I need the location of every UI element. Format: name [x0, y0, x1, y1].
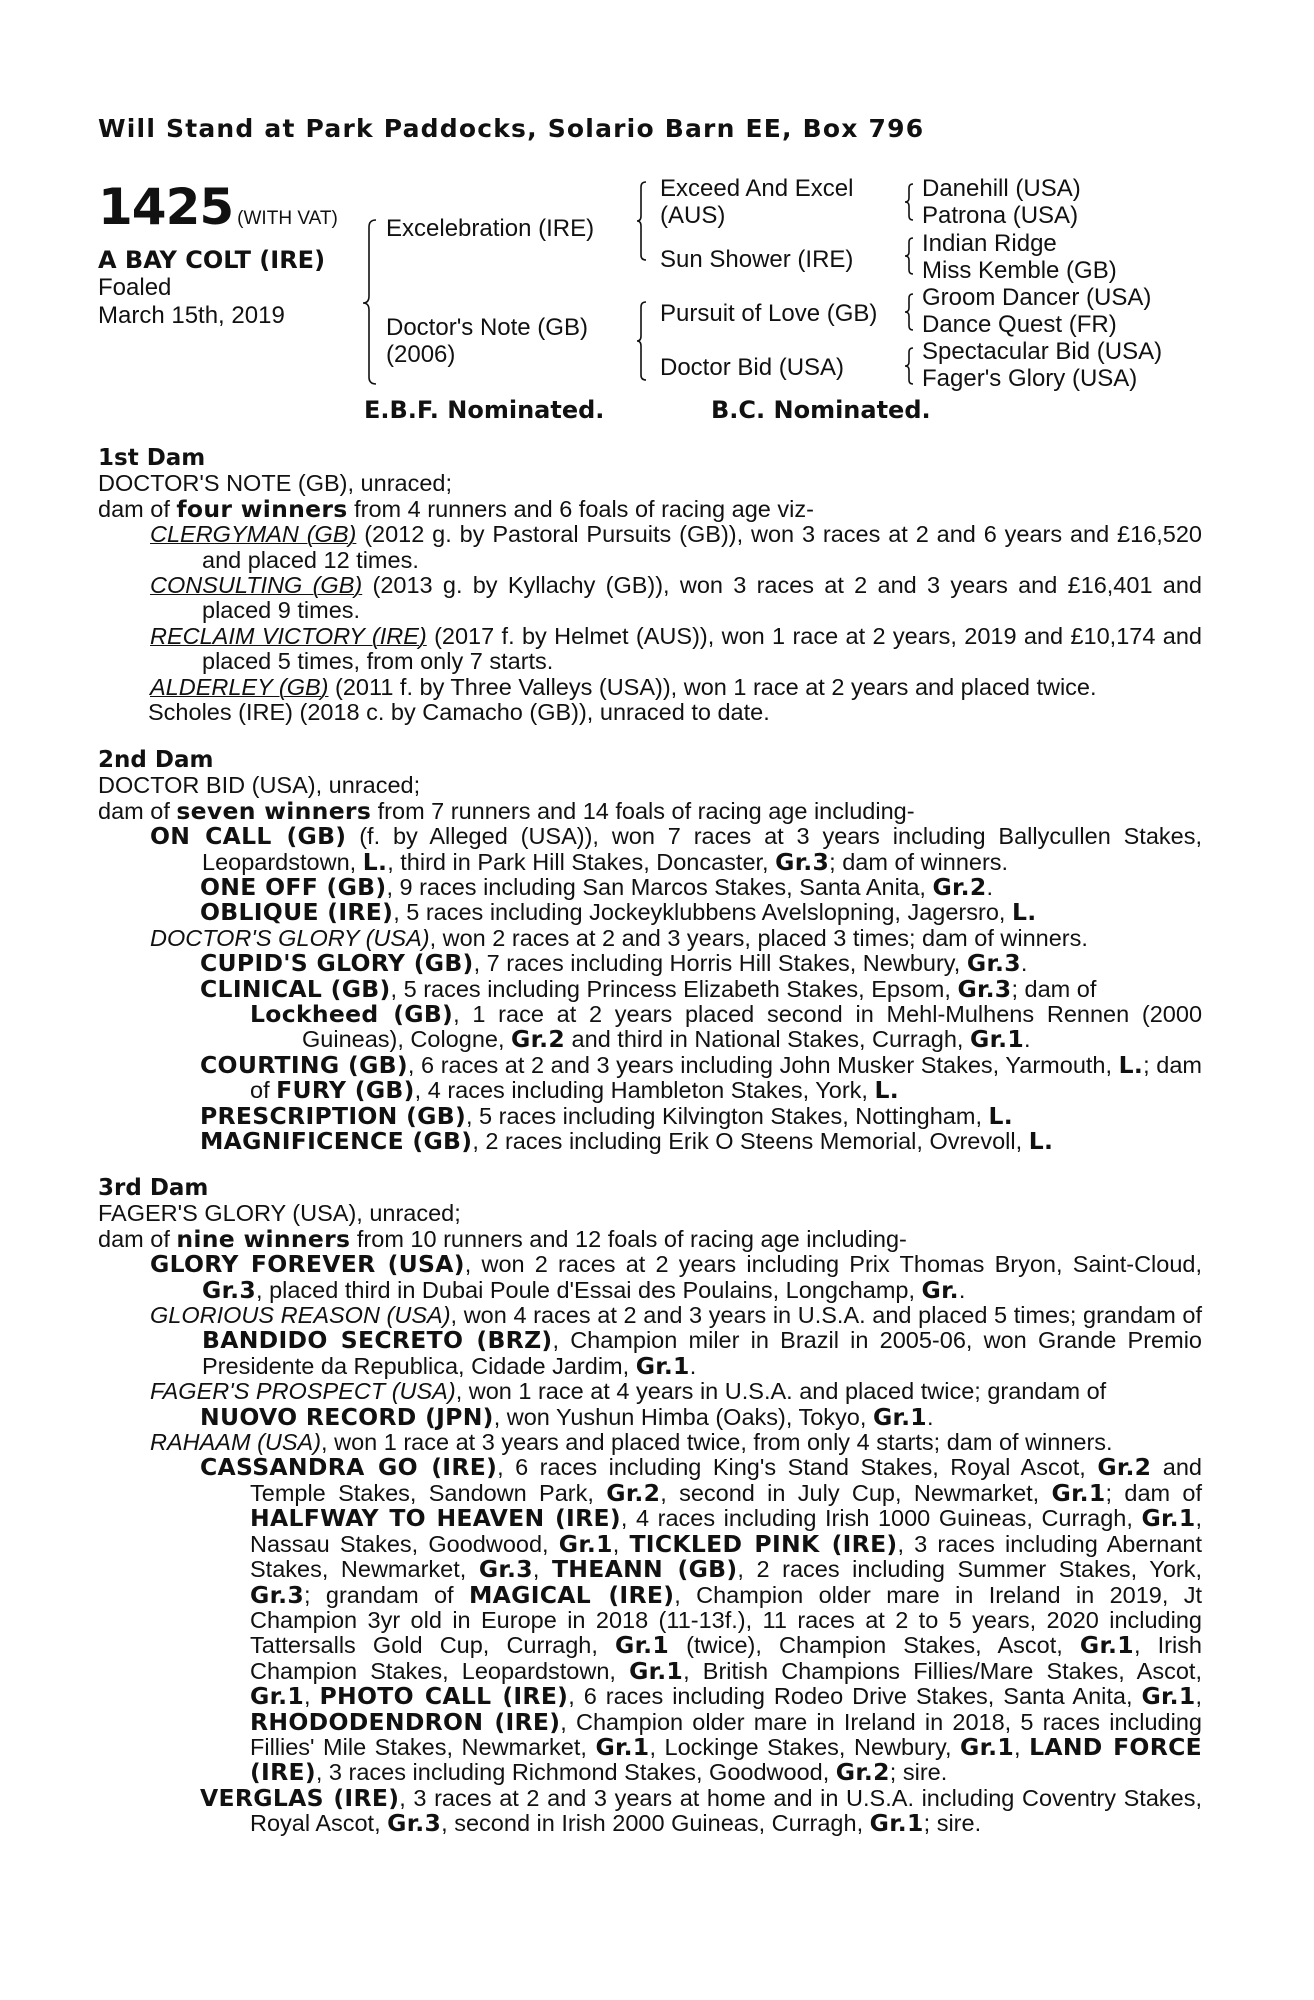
pedigree-sd: Sun Shower (IRE): [660, 246, 854, 273]
race-record-text: , 2 races including Erik O Steens Memorial, Ovrevoll,: [472, 1128, 1029, 1155]
horse-name-text: LAND FORCE (IRE): [250, 1732, 1202, 1787]
third-dam-summary: [98, 1224, 1202, 1253]
race-record-text: , 4 races including Hambleton Stakes, York,: [414, 1077, 875, 1104]
horse-name-text: PHOTO CALL (IRE): [319, 1682, 569, 1711]
horse-name-text: MAGNIFICENCE (GB): [200, 1127, 473, 1156]
race-record-text: dam of: [98, 1225, 177, 1252]
race-record-text: (2017 f. by Helmet (AUS)), won 1 race at 2 years, 2019 and £10,174 and placed 5 times, from only 7 starts.: [202, 622, 1202, 675]
horse-name-text: CONSULTING (GB): [150, 572, 363, 599]
race-record-text: , British Champions Fillies/Mare Stakes, Ascot,: [683, 1657, 1202, 1684]
pedigree-bracket-main: [362, 218, 382, 388]
progeny-entry: [98, 1379, 1202, 1404]
pedigree-bracket-sire: [636, 180, 650, 264]
race-record-text: , 3 races including Richmond Stakes, Goodwood,: [315, 1759, 836, 1786]
pedigree-sire: Excelebration (IRE): [386, 215, 595, 242]
horse-name-text: CLERGYMAN (GB): [150, 521, 357, 548]
race-record-text: (f. by Alleged (USA)), won 7 races at 3 years including Ballycullen Stakes, Leopardstown,: [202, 823, 1202, 875]
progeny-entry: [98, 1783, 1202, 1838]
pedigree-bracket-ds: [904, 292, 916, 334]
progeny-entry: [98, 1430, 1202, 1455]
pedigree-ss-line1: Exceed And Excel: [660, 175, 854, 202]
progeny-entry: [98, 675, 1202, 700]
horse-name-text: RECLAIM VICTORY (IRE): [150, 622, 427, 649]
horse-name-text: Gr.1: [1051, 1478, 1106, 1507]
horse-name-text: THEANN (GB): [551, 1555, 738, 1584]
vat-note: (WITH VAT): [237, 208, 338, 229]
horse-name-text: NUOVO RECORD (JPN): [200, 1402, 494, 1431]
progeny-entry: [98, 1303, 1202, 1379]
race-record-text: , Irish Champion Stakes, Leopardstown,: [250, 1632, 1202, 1684]
pedigree-dam-line1: Doctor's Note (GB): [386, 314, 588, 341]
race-record-text: , 3 races including Abernant Stakes, Newmarket,: [250, 1530, 1203, 1583]
horse-name-text: Gr.3: [966, 949, 1021, 978]
horse-name-text: ONE OFF (GB): [200, 873, 387, 902]
horse-name-text: VERGLAS (IRE): [200, 1783, 400, 1812]
race-record-text: , won 1 race at 3 years and placed twice, from only 4 starts; dam of winners.: [321, 1429, 1113, 1456]
race-record-text: from 10 runners and 12 foals of racing age including-: [350, 1225, 907, 1252]
horse-name-text: Gr.1: [969, 1025, 1024, 1054]
second-dam-heading: 2nd Dam: [98, 747, 214, 773]
race-record-text: , 6 races including Rodeo Drive Stakes, Santa Anita,: [568, 1683, 1142, 1710]
race-record-text: , 5 races including Kilvington Stakes, Nottingham,: [466, 1102, 989, 1129]
progeny-entry: [98, 1402, 1202, 1431]
race-record-text: , won 2 races at 2 and 3 years, placed 3 times; dam of winners.: [429, 924, 1088, 951]
race-record-text: , 6 races at 2 and 3 years including John Musker Stakes, Yarmouth,: [407, 1051, 1119, 1078]
race-record-text: .: [926, 1403, 934, 1430]
horse-name-text: Gr.1: [1141, 1504, 1196, 1533]
horse-name-text: BANDIDO SECRETO (BRZ): [202, 1326, 553, 1355]
race-record-text: , third in Park Hill Stakes, Doncaster,: [387, 848, 776, 875]
race-record-text: from 7 runners and 14 foals of racing age including-: [371, 797, 915, 824]
horse-name-text: CLINICAL (GB): [200, 974, 391, 1003]
race-record-text: , Champion miler in Brazil in 2005-06, won Grande Premio Presidente da Republica, Cidade Jardim,: [202, 1327, 1202, 1379]
pedigree-ds: Pursuit of Love (GB): [660, 300, 878, 327]
race-record-text: (twice), Champion Stakes, Ascot,: [669, 1632, 1080, 1659]
pedigree-sdd: Miss Kemble (GB): [922, 257, 1117, 284]
race-record-text: , 5 races including Jockeyklubbens Avelslopning, Jagersro,: [393, 899, 1012, 926]
horse-name-text: Gr.3: [775, 847, 830, 876]
race-record-text: ,: [612, 1530, 630, 1557]
race-record-text: and Temple Stakes, Sandown Park,: [250, 1454, 1203, 1506]
third-dam-name: FAGER'S GLORY (USA), unraced;: [98, 1200, 461, 1227]
race-record-text: , 4 races including Irish 1000 Guineas, Curragh,: [620, 1505, 1142, 1532]
horse-name-text: Gr.1: [615, 1631, 670, 1660]
race-record-text: , Champion older mare in Ireland in 2018, 5 races including Fillies' Mile Stakes, Newmarket,: [250, 1708, 1202, 1760]
horse-name-text: Gr.3: [957, 974, 1012, 1003]
horse-name-text: Gr.2: [835, 1758, 890, 1787]
race-record-text: ; grandam of: [304, 1581, 469, 1608]
horse-name-text: Gr.1: [250, 1682, 305, 1711]
pedigree-ddd: Fager's Glory (USA): [922, 365, 1138, 392]
horse-name-text: nine winners: [176, 1224, 351, 1253]
horse-name-text: L.: [362, 847, 388, 876]
race-record-text: , placed third in Dubai Poule d'Essai des Poulains, Longchamp,: [256, 1276, 922, 1303]
race-record-text: , Champion older mare in Ireland in 2019, Jt Champion 3yr old in Europe in 2018 (11-13f.), 11 races at 2 to 5 years, 2020 including Tattersalls Gold Cup, Curragh,: [250, 1581, 1203, 1659]
race-record-text: ; dam of: [250, 1051, 1202, 1104]
foaled-label: Foaled: [98, 274, 172, 301]
horse-name-text: Gr.1: [960, 1732, 1015, 1761]
horse-name-text: seven winners: [176, 796, 372, 825]
race-record-text: ; sire.: [923, 1810, 982, 1837]
horse-name-text: Gr.1: [558, 1529, 613, 1558]
race-record-text: , 5 races including Princess Elizabeth Stakes, Epsom,: [390, 975, 958, 1002]
progeny-entry: [98, 1455, 1202, 1785]
pedigree-dds: Spectacular Bid (USA): [922, 338, 1163, 365]
horse-name-text: FAGER'S PROSPECT (USA): [150, 1378, 456, 1405]
horse-name-text: L.: [1118, 1050, 1144, 1079]
race-record-text: , 9 races including San Marcos Stakes, Santa Anita,: [386, 874, 933, 901]
progeny-entry: [98, 1252, 1202, 1303]
second-dam-name: DOCTOR BID (USA), unraced;: [98, 772, 421, 799]
progeny-entry: [98, 875, 1202, 900]
progeny-entry: [98, 1050, 1202, 1105]
horse-name-text: L.: [988, 1101, 1014, 1130]
pedigree-bracket-dd: [904, 346, 916, 388]
race-record-text: , 1 race at 2 years placed second in Mehl-Mulhens Rennen (2000 Guineas), Cologne,: [302, 1001, 1203, 1053]
pedigree-dam-line2: (2006): [386, 341, 456, 368]
stabling-heading: Will Stand at Park Paddocks, Solario Barn EE, Box 796: [98, 114, 925, 143]
third-dam-section: [98, 1176, 1202, 1837]
horse-name-text: CUPID'S GLORY (GB): [200, 949, 474, 978]
second-dam-section: [98, 748, 1202, 1155]
pedigree-dd: Doctor Bid (USA): [660, 354, 845, 381]
progeny-entry: [98, 522, 1202, 573]
progeny-entry: [98, 1129, 1202, 1154]
lot-description: A BAY COLT (IRE): [98, 246, 326, 274]
horse-name-text: Gr.: [921, 1275, 959, 1304]
horse-name-text: Gr.1: [872, 1402, 927, 1431]
first-dam-name: DOCTOR'S NOTE (GB), unraced;: [98, 470, 453, 497]
horse-name-text: Gr.3: [387, 1809, 442, 1838]
first-dam-summary: [98, 494, 1202, 523]
progeny-entry: [98, 1002, 1202, 1053]
horse-name-text: L.: [1011, 898, 1037, 927]
horse-name-text: GLORY FOREVER (USA): [150, 1250, 465, 1279]
progeny-entry: Scholes (IRE) (2018 c. by Camacho (GB)), unraced to date.: [148, 699, 770, 726]
horse-name-text: four winners: [176, 494, 348, 523]
progeny-entry: [98, 573, 1202, 624]
race-record-text: ,: [1014, 1733, 1030, 1760]
race-record-text: ; dam of: [1011, 975, 1097, 1002]
race-record-text: (2012 g. by Pastoral Pursuits (GB)), won 3 races at 2 and 6 years and £16,520 and placed 12 times.: [202, 521, 1202, 573]
horse-name-text: MAGICAL (IRE): [468, 1580, 675, 1609]
ebf-nominated: E.B.F. Nominated.: [364, 396, 605, 424]
pedigree-ss-line2: (AUS): [660, 202, 726, 229]
race-record-text: ; sire.: [889, 1759, 948, 1786]
progeny-entry: [98, 1101, 1202, 1130]
lot-number: 1425: [98, 178, 234, 236]
race-record-text: .: [958, 1276, 966, 1303]
race-record-text: , 6 races including King's Stand Stakes, Royal Ascot,: [497, 1454, 1098, 1481]
race-record-text: .: [689, 1352, 697, 1379]
pedigree-dsd: Dance Quest (FR): [922, 311, 1117, 338]
horse-name-text: Gr.2: [511, 1025, 566, 1054]
horse-name-text: Gr.3: [202, 1275, 257, 1304]
race-record-text: from 4 runners and 6 foals of racing age viz-: [347, 495, 814, 522]
race-record-text: , second in July Cup, Newmarket,: [660, 1479, 1052, 1506]
race-record-text: dam of: [98, 797, 177, 824]
horse-name-text: ON CALL (GB): [150, 822, 347, 851]
first-dam-section: [98, 446, 1202, 725]
progeny-entry: [98, 926, 1202, 951]
race-record-text: , won Yushun Himba (Oaks), Tokyo,: [493, 1403, 873, 1430]
progeny-entry: [98, 974, 1202, 1003]
horse-name-text: DOCTOR'S GLORY (USA): [150, 924, 430, 951]
horse-name-text: COURTING (GB): [200, 1050, 408, 1079]
lot-number-line: [98, 178, 338, 236]
race-record-text: ; dam of: [1105, 1479, 1202, 1506]
horse-name-text: Gr.2: [606, 1478, 661, 1507]
race-record-text: , won 2 races at 2 years including Prix Thomas Bryon, Saint-Cloud,: [464, 1251, 1203, 1278]
horse-name-text: Gr.1: [595, 1732, 650, 1761]
horse-name-text: Gr.1: [1079, 1631, 1134, 1660]
horse-name-text: PRESCRIPTION (GB): [200, 1101, 466, 1130]
race-record-text: ,: [304, 1683, 320, 1710]
race-record-text: ,: [1195, 1683, 1203, 1710]
pedigree-sss: Danehill (USA): [922, 175, 1081, 202]
foaled-date: March 15th, 2019: [98, 302, 285, 329]
horse-name-text: FURY (GB): [276, 1076, 415, 1105]
progeny-entry: [98, 900, 1202, 925]
race-record-text: ; dam of winners.: [829, 848, 1009, 875]
pedigree-dss: Groom Dancer (USA): [922, 284, 1152, 311]
horse-name-text: L.: [874, 1076, 899, 1105]
race-record-text: ,: [532, 1556, 552, 1583]
race-record-text: .: [986, 874, 994, 901]
race-record-text: (2013 g. by Kyllachy (GB)), won 3 races at 2 and 3 years and £16,401 and placed 9 times.: [202, 572, 1203, 624]
third-dam-heading: 3rd Dam: [98, 1175, 209, 1201]
race-record-text: .: [1020, 950, 1028, 977]
race-record-text: .: [1024, 1026, 1031, 1053]
race-record-text: , Lockinge Stakes, Newbury,: [649, 1733, 960, 1760]
race-record-text: , 7 races including Horris Hill Stakes, Newbury,: [473, 950, 967, 977]
horse-name-text: Gr.2: [1097, 1453, 1152, 1482]
horse-name-text: CASSANDRA GO (IRE): [200, 1453, 498, 1482]
second-dam-summary: [98, 796, 1202, 825]
horse-name-text: Gr.1: [869, 1809, 924, 1838]
horse-name-text: L.: [1028, 1127, 1054, 1156]
race-record-text: dam of: [98, 495, 177, 522]
bc-nominated: B.C. Nominated.: [711, 396, 931, 424]
race-record-text: and third in National Stakes, Curragh,: [565, 1026, 970, 1053]
horse-name-text: RHODODENDRON (IRE): [250, 1707, 561, 1736]
horse-name-text: GLORIOUS REASON (USA): [150, 1302, 451, 1329]
race-record-text: , Nassau Stakes, Goodwood,: [250, 1505, 1203, 1557]
horse-name-text: Gr.2: [932, 873, 987, 902]
horse-name-text: Gr.3: [250, 1580, 305, 1609]
pedigree-sds: Indian Ridge: [922, 230, 1057, 257]
horse-name-text: HALFWAY TO HEAVEN (IRE): [250, 1504, 621, 1533]
horse-name-text: TICKLED PINK (IRE): [629, 1529, 898, 1558]
horse-name-text: OBLIQUE (IRE): [200, 898, 394, 927]
foaled-info: [98, 274, 285, 330]
pedigree-bracket-ss: [904, 182, 916, 224]
race-record-text: , 3 races at 2 and 3 years at home and in U.S.A. including Coventry Stakes, Royal Ascot,: [250, 1784, 1202, 1837]
horse-name-text: Gr.1: [629, 1656, 684, 1685]
race-record-text: (2011 f. by Three Valleys (USA)), won 1 race at 2 years and placed twice.: [328, 673, 1097, 700]
race-record-text: , second in Irish 2000 Guineas, Curragh,: [441, 1810, 870, 1837]
horse-name-text: Gr.1: [1141, 1682, 1196, 1711]
horse-name-text: RAHAAM (USA): [150, 1429, 322, 1456]
progeny-entry: [98, 951, 1202, 976]
pedigree-ssd: Patrona (USA): [922, 202, 1079, 229]
progeny-entry: [98, 624, 1202, 675]
horse-name-text: Lockheed (GB): [250, 1000, 454, 1029]
pedigree-bracket-dam: [636, 300, 650, 384]
first-dam-heading: 1st Dam: [98, 445, 206, 471]
progeny-entry: [98, 824, 1202, 875]
horse-name-text: ALDERLEY (GB): [150, 673, 329, 700]
race-record-text: , won 1 race at 4 years in U.S.A. and placed twice; grandam of: [455, 1378, 1107, 1405]
horse-name-text: Gr.1: [635, 1351, 690, 1380]
pedigree-bracket-sd: [904, 236, 916, 278]
race-record-text: , won 4 races at 2 and 3 years in U.S.A. and placed 5 times; grandam of: [450, 1302, 1203, 1329]
horse-name-text: Gr.3: [478, 1555, 533, 1584]
race-record-text: , 2 races including Summer Stakes, York,: [737, 1556, 1202, 1583]
